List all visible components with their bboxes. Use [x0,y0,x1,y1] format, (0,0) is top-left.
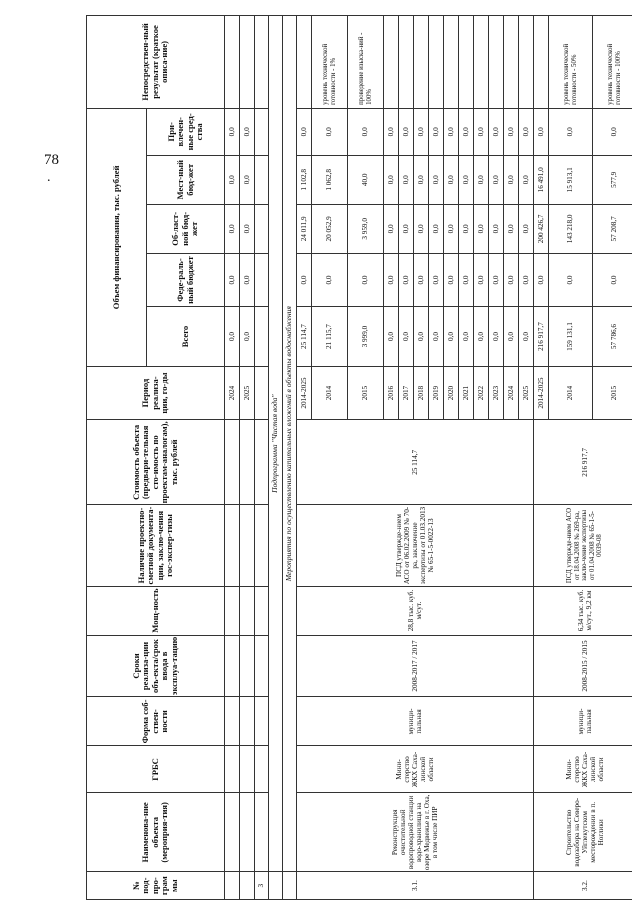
project-num: 3.1. [297,872,534,900]
total-cell: 3 999,0 [348,307,384,367]
federal-cell: 0,0 [459,253,474,306]
attracted-cell: 0,0 [429,108,444,155]
result-cell [384,16,399,109]
federal-cell: 0,0 [444,253,459,306]
local-cell: 15 913,1 [549,155,593,204]
attracted-cell: 0,0 [312,108,348,155]
federal-cell: 0,0 [519,253,534,306]
project-power: 28,8 тыс. куб. м/сут. [297,586,534,635]
regional-cell: 0,0 [384,204,399,253]
measures-row [283,16,297,900]
total-cell: 216 917,7 [534,307,549,367]
local-cell: 577,9 [593,155,632,204]
subprogram-row [269,16,283,900]
year-cell: 2014-2025 [534,366,549,419]
page-number: 78 [44,152,59,168]
total-cell: 0,0 [459,307,474,367]
local-cell: 0,0 [504,155,519,204]
project-ownership: муници-пальная [297,697,534,746]
local-cell: 0,0 [459,155,474,204]
total-cell: 0,0 [489,307,504,367]
year-cell: 2015 [593,366,632,419]
attracted-cell: 0,0 [384,108,399,155]
federal-cell: 0,0 [489,253,504,306]
result-cell [489,16,504,109]
federal-cell: 0,0 [240,253,255,306]
federal-cell: 0,0 [225,253,240,306]
federal-cell: 0,0 [593,253,632,306]
total-cell: 0,0 [399,307,414,367]
attracted-cell: 0,0 [225,108,240,155]
subprogram-title: Подпрограмма "Чистая вода" [269,16,283,872]
year-cell: 2025 [240,366,255,419]
regional-cell: 0,0 [429,204,444,253]
result-cell [474,16,489,109]
total-cell: 0,0 [474,307,489,367]
result-cell: уровень технической готовности - 1% [312,16,348,109]
result-cell: проведение изыска-ний - 100% [348,16,384,109]
local-cell: 0,0 [519,155,534,204]
total-cell: 25 114,7 [297,307,312,367]
attracted-cell: 0,0 [549,108,593,155]
attracted-cell: 0,0 [534,108,549,155]
total-cell: 21 115,7 [312,307,348,367]
total-cell: 57 786,6 [593,307,632,367]
federal-cell: 0,0 [414,253,429,306]
year-cell: 2025 [519,366,534,419]
year-cell: 2024 [504,366,519,419]
total-cell: 0,0 [384,307,399,367]
total-cell: 0,0 [429,307,444,367]
result-cell [444,16,459,109]
attracted-cell: 0,0 [414,108,429,155]
project-grbs: Мини-стерство ЖКХ Саха-линской области [297,746,534,793]
year-cell: 2015 [348,366,384,419]
result-cell: уровень технической готовности - 50% [549,16,593,109]
regional-cell: 0,0 [504,204,519,253]
header-fin-period: Период реализа-ции, го-ды [87,366,225,419]
header-local: Мест-ный бюд-жет [147,155,225,204]
header-ownership: Форма соб-ствен-ности [87,697,225,746]
funding-table [86,15,632,900]
header-cost: Стоимость объекта (предвари-тельная сто-имость по проектам-аналогам), тыс. рублей [87,420,225,505]
result-cell [414,16,429,109]
regional-cell: 143 218,0 [549,204,593,253]
project-period: 2008-2017 / 2017 [297,635,534,697]
local-cell: 0,0 [489,155,504,204]
attracted-cell: 0,0 [240,108,255,155]
local-cell: 40,0 [348,155,384,204]
table-row [297,16,312,900]
local-cell: 0,0 [429,155,444,204]
regional-cell: 0,0 [225,204,240,253]
project-cost: 25 114,7 [297,420,534,505]
attracted-cell: 0,0 [519,108,534,155]
regional-cell: 0,0 [444,204,459,253]
federal-cell: 0,0 [429,253,444,306]
table-row [240,16,255,900]
project-cost: 216 917,7 [534,420,632,505]
year-cell: 2020 [444,366,459,419]
total-cell: 0,0 [504,307,519,367]
regional-cell: 0,0 [489,204,504,253]
header-name: Наименова-ние объекта (мероприя-тия) [87,793,225,872]
federal-cell: 0,0 [312,253,348,306]
year-cell: 2017 [399,366,414,419]
federal-cell: 0,0 [348,253,384,306]
federal-cell: 0,0 [384,253,399,306]
project-docs: ПСД утвержде-нием АСО от 06.02.2009 № 70-ра, заключение экспертизы от 01.03.2013 № 65-1-5-0022-13 [297,505,534,586]
result-cell [519,16,534,109]
year-cell: 2024 [225,366,240,419]
year-cell: 2016 [384,366,399,419]
federal-cell: 0,0 [549,253,593,306]
result-cell [429,16,444,109]
attracted-cell: 0,0 [504,108,519,155]
federal-cell: 0,0 [399,253,414,306]
local-cell: 1 102,8 [297,155,312,204]
header-funding-group: Объем финансирования, тыс. рублей [87,108,147,366]
total-cell: 0,0 [519,307,534,367]
rotated-table-container [86,15,622,900]
header-grbs: ГРБС [87,746,225,793]
table-row [225,16,240,900]
header-period: Сроки реализа-ции объ-екта/срок ввода в эксплуа-тацию [87,635,225,697]
page-dot-mark: . [47,170,51,185]
project-name: Строительство водозабора на Северо-Уйглекутском месторождении в п. Ноглики [534,793,632,872]
federal-cell: 0,0 [474,253,489,306]
total-cell: 0,0 [444,307,459,367]
regional-cell: 0,0 [459,204,474,253]
header-num: № под-про-грам мы [87,872,225,900]
attracted-cell: 0,0 [593,108,632,155]
local-cell: 16 491,0 [534,155,549,204]
project-period: 2008-2015 / 2015 [534,635,632,697]
total-cell: 0,0 [414,307,429,367]
local-cell: 1 062,8 [312,155,348,204]
attracted-cell: 0,0 [489,108,504,155]
local-cell: 0,0 [444,155,459,204]
project-grbs: Мини-стерство ЖКХ Саха-линской области [534,746,632,793]
project-power: 6,34 тыс. куб. м/сут., 9,2 км [534,586,632,635]
result-cell: уровень технической готовности - 100% [593,16,632,109]
local-cell: 0,0 [384,155,399,204]
total-cell: 0,0 [240,307,255,367]
result-cell [459,16,474,109]
section-number-row [255,16,269,900]
regional-cell: 24 011,9 [297,204,312,253]
attracted-cell: 0,0 [297,108,312,155]
total-cell: 0,0 [225,307,240,367]
attracted-cell: 0,0 [348,108,384,155]
result-cell [297,16,312,109]
regional-cell: 57 208,7 [593,204,632,253]
regional-cell: 0,0 [240,204,255,253]
regional-cell: 3 959,0 [348,204,384,253]
project-name: Реконструкция очистительной водопроводной станции водо-хранилища на озере Медвежье в г. Оха, в том числе ПИР [297,793,534,872]
local-cell: 0,0 [225,155,240,204]
header-row [87,16,147,900]
section-number: 3 [255,872,269,900]
regional-cell: 200 426,7 [534,204,549,253]
local-cell: 0,0 [474,155,489,204]
measures-title: Мероприятия по осуществлению капитальных вложений в объекты водоснабжения [283,16,297,872]
regional-cell: 0,0 [399,204,414,253]
local-cell: 0,0 [414,155,429,204]
attracted-cell: 0,0 [459,108,474,155]
header-federal: Феде-раль-ный бюджет [147,253,225,306]
local-cell: 0,0 [240,155,255,204]
project-docs: ПСД утвержде-нием АСО от 18.04.2008 № 269-ра, заклю-чение экспертизы от 01.04.2008 № 65-1-5-0039-08 [534,505,632,586]
federal-cell: 0,0 [534,253,549,306]
header-power: Мощ-ность [87,586,225,635]
year-cell: 2014 [312,366,348,419]
year-cell: 2014-2025 [297,366,312,419]
header-docs: Наличие проектно-сметной документа-ции, заклю-чения гос-экспер-тизы [87,505,225,586]
header-attracted: При-влечен-ные сред-ства [147,108,225,155]
local-cell: 0,0 [399,155,414,204]
regional-cell: 0,0 [519,204,534,253]
year-cell: 2021 [459,366,474,419]
result-cell [399,16,414,109]
year-cell: 2023 [489,366,504,419]
year-cell: 2018 [414,366,429,419]
result-cell [534,16,549,109]
project-num: 3.2. [534,872,632,900]
federal-cell: 0,0 [504,253,519,306]
year-cell: 2022 [474,366,489,419]
table-row [534,16,549,900]
year-cell: 2019 [429,366,444,419]
regional-cell: 0,0 [414,204,429,253]
header-result: Непосредствен-ный результат (краткое описа-ние) [87,16,225,109]
header-regional: Об-ласт-ной бюд-жет [147,204,225,253]
project-ownership: муници-пальная [534,697,632,746]
federal-cell: 0,0 [297,253,312,306]
attracted-cell: 0,0 [399,108,414,155]
regional-cell: 20 052,9 [312,204,348,253]
year-cell: 2014 [549,366,593,419]
total-cell: 159 131,1 [549,307,593,367]
result-cell [504,16,519,109]
attracted-cell: 0,0 [474,108,489,155]
regional-cell: 0,0 [474,204,489,253]
header-total: Всего [147,307,225,367]
attracted-cell: 0,0 [444,108,459,155]
